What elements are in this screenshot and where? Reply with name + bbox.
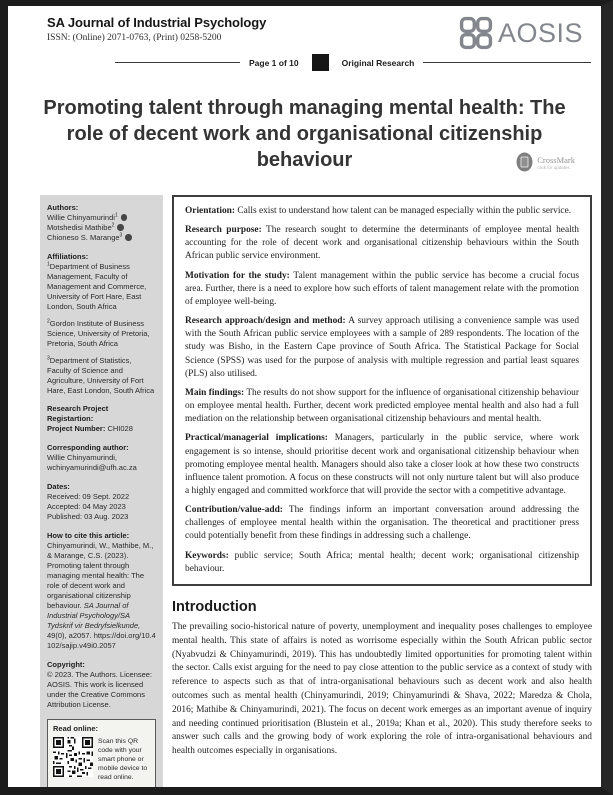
abstract-orientation: Orientation: Calls exist to understand how talent can be managed especially within the public service. [185,206,572,216]
abstract-research-purpose: Research purpose: The research sought to determine the determinants of employee mental health accounting for the role of decent work and organisational citizenship behaviours within the South African public service environment. [185,225,579,262]
project-number-value: CHI028 [107,424,133,434]
orcid-icon[interactable] [121,214,128,221]
aosis-logo [459,16,583,50]
introduction-heading: Introduction [172,598,257,615]
author-name: Willie Chinyamurindi [47,212,115,222]
qr-code-icon [53,737,93,777]
citation-section [47,531,156,651]
crossmark-icon [516,152,533,172]
corresponding-author-section [47,443,156,473]
date-received: Received: 09 Sept. 2022 [47,492,130,502]
abstract-implications: Practical/managerial implications: Managers, particularly in the public service, where work engagement is so intense, should prioritise decent work and organisational citizenship behaviour when promoting employee mental health. Managers should also take a closer look at how these two constructs influence talent promotion. A focus on these constructs will not only nurture talent but will also produce a highly engaged and committed workforce that will provide the sector with a competitive advantage. [185,433,580,496]
orcid-icon[interactable] [125,234,132,241]
aosis-logo-text: AOSIS [497,17,583,48]
orcid-icon[interactable] [117,224,124,231]
page-indicator: Page 1 of 10 [249,57,299,68]
corresponding-label: Corresponding author: [47,443,129,453]
project-label: Research Project Registartion: [47,404,109,424]
strip-line-left [115,62,240,63]
author-affil-sup: 2 [111,222,115,229]
affiliation-entry: $^1$Department of Business Management, Faculty of Management and Commerce, University of Fort Hare, East London, South Africa [47,261,147,311]
introduction-paragraph: The prevailing socio-historical nature of poverty, unemployment and inequality poses challenges to employee mental health. This state of affairs is noted as worrisome especially within the South African public sector (Nyabvudzi & Chinyamurindi, 2019). This has undoubtedly limited opportunities for promoting talent within the sector. Calls exist arguing for the need to pay close attention to the public service as a context of study with reference to aspects such as that of intra-organisational behaviours such as decent work and also health outcomes such as mental health (Chinyamurindi, 2019; Chinyamurindi & Shava, 2022; Maredza & Chola, 2016; Mathibe & Chinyamurindi, 2021). The focus on decent work emerges as an important avenue of inquiry and needing continued prioritisation (Blustein et al., 2019a; Khan et al., 2020). This study therefore seeks to answer such calls and the growing body of work exploring the role of intra-organisational behaviours and health outcomes especially in organisations. [172,621,592,757]
main-column [172,195,592,759]
author-entry [47,213,156,223]
issn-line: ISSN: (Online) 2071-0763, (Print) 0258-5200 [47,33,222,43]
journal-title: SA Journal of Industrial Psychology [47,15,267,30]
affiliations-label: Affiliations: [47,251,89,261]
date-accepted: Accepted: 04 May 2023 [47,502,126,512]
doi-link[interactable]: https://doi.org/10.4102/sajip.v49i0.2057 [47,630,156,650]
read-online-box [47,719,156,789]
author-name: Motshedisi Mathibe [47,222,112,232]
date-published: Published: 03 Aug. 2023 [47,512,129,522]
read-online-label: Read online: [53,723,99,733]
affiliation-entry: $^3$Department of Statistics, Faculty of Science and Agriculture, University of Fort Hare, East London, South Africa [47,355,155,395]
dates-label: Dates: [47,482,70,492]
strip-square-icon [312,54,329,71]
crossmark-sublabel: click for updates [537,164,570,170]
article-title: Promoting talent through managing mental health: The role of decent work and organisational citizenship behaviour [43,97,566,171]
author-name: Chioneso S. Marange [47,232,120,242]
corresponding-name: Willie Chinyamurindi, [47,453,118,463]
copyright-section [47,660,156,710]
cite-label: How to cite this article: [47,531,130,541]
author-entry [47,223,156,233]
crossmark-badge[interactable] [516,152,575,172]
page-strip [115,54,591,71]
project-registration-section [47,404,156,434]
metadata-sidebar [40,195,163,795]
affiliations-section [47,252,156,396]
category-label: Original Research [341,57,415,68]
authors-section [47,203,156,243]
corresponding-email-link[interactable]: wchinyamurindi@ufh.ac.za [47,463,137,473]
copyright-label: Copyright: [47,659,85,669]
dates-section [47,482,156,522]
project-number-line: Project Number: CHI028 [47,424,133,434]
author-affil-sup: 1 [114,212,118,219]
strip-line-right [423,62,591,63]
abstract-motivation: Motivation for the study: Talent management within the public service has become a crucial focus area. Further, there is a need to explore how such efforts of talent management relate with the promotion of employee well-being. [185,270,579,307]
author-affil-sup: 3 [119,232,123,239]
authors-label: Authors: [47,203,79,212]
affiliation-entry: $^2$Gordon Institute of Business Science, University of Pretoria, Pretoria, South Africa [47,318,150,348]
abstract-contribution: Contribution/value-add: The findings inform an important conversation around addressing the challenges of employee mental health within the organisation. The theoretical and practitioner press could potentially benefit from these findings in addressing such a challenge. [185,505,579,542]
abstract-box [172,195,592,586]
author-entry [47,233,156,243]
abstract-main-findings: Main findings: The results do not show support for the influence of organisational citizenship behaviour on employee mental health. Further, decent work predicted employee mental health and also had a full mediation on the relationship between organisational citizenship behaviours and mental health. [185,387,579,425]
abstract-method: Research approach/design and method: A survey approach utilising a convenience sample was used with the South African public service employees with a sample of 289 respondents. The location of the study was Bisho, in the Eastern Cape province of South Africa. The Statistical Package for Social Science (SPSS) was used for the purpose of analysis with multiple regression and partial least squares (PLS) also utilised. [185,316,580,379]
citation-text: Chinyamurindi, W., Mathibe, M., & Marange, C.S. (2023). Promoting talent through managing mental health: The role of decent work and organisational citizenship behaviour. SA Journal of Industrial Psychology/SA Tydskrif vir Bedryfsielkunde, 49(0), a2057. https://doi.org/10.4102/sajip.v49i0.2057 [47,541,156,650]
abstract-keywords: Keywords: public service; South Africa; mental health; decent work; organisational citizenship behaviour. [185,550,580,574]
aosis-flower-icon [459,16,493,50]
read-online-instructions: Scan this QR code with your smart phone or mobile device to read online. [98,737,148,782]
copyright-text: © 2023. The Authors. Licensee: AOSIS. This work is licensed under the Creative Commons Attribution License. [47,669,153,709]
crossmark-label: CrossMark [537,154,575,165]
